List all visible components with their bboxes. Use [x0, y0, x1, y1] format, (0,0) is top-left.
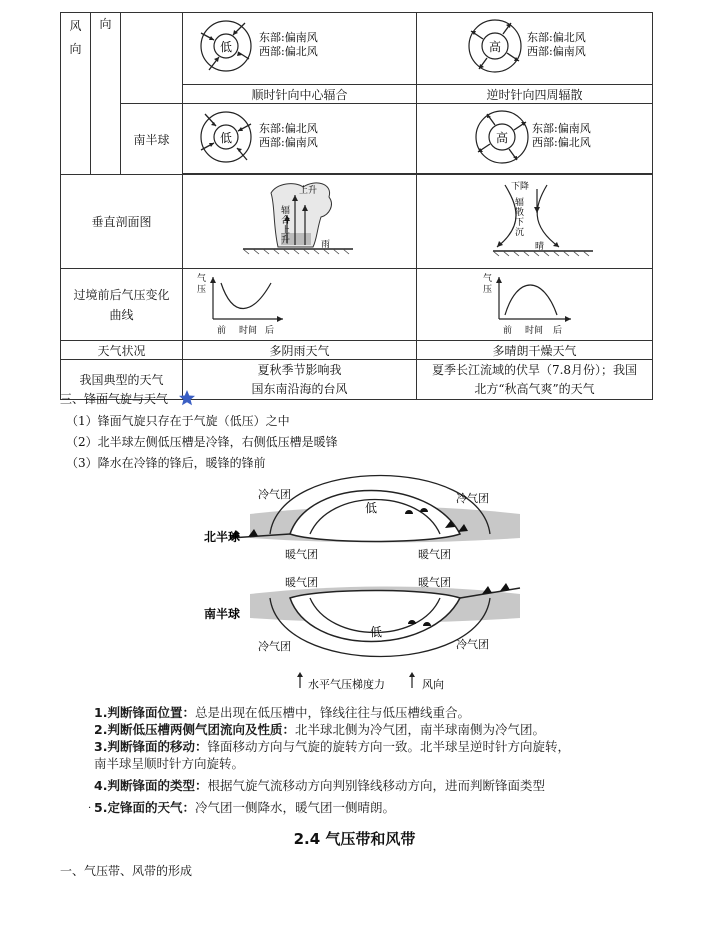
heading-2-4: 2.4 气压带和风带	[293, 830, 416, 848]
section1-title: 一、气压带、风带的形成	[60, 864, 193, 878]
notes-block	[94, 704, 654, 816]
vhigh-side-3: 下	[515, 218, 525, 228]
vertical-high-diagram	[417, 175, 653, 265]
vertical-low-diagram	[183, 175, 417, 265]
nh-cold-left: 冷气团	[258, 488, 291, 501]
weather-low: 多阴雨天气	[183, 341, 417, 360]
pressure-low-cell	[183, 269, 417, 341]
pressure-label-l2: 曲线	[109, 307, 134, 322]
typical-high-l2: 北方“秋高气爽”的天气	[474, 381, 595, 396]
section3-list	[66, 411, 338, 474]
note-body: 北半球北侧为冷气团，南半球南侧为冷气团。	[294, 722, 545, 737]
nh-high-diagram-cell	[417, 13, 653, 85]
wind-direction-label-2	[91, 13, 121, 175]
sh-low-diagram	[183, 104, 417, 170]
caption-low: 顺时针向中心辐合	[183, 85, 417, 104]
vhigh-down: 下降	[511, 182, 530, 192]
p-low-time: 时间	[239, 326, 258, 336]
label-char: 向	[69, 42, 82, 56]
nh-high-center: 高	[488, 40, 502, 54]
sh-low-center: 低	[219, 131, 233, 145]
nh-high-east: 东部:偏北风	[527, 31, 586, 44]
typical-label: 我国典型的天气	[61, 360, 183, 400]
nh-low-east: 东部:偏南风	[259, 31, 318, 44]
nh-label: 北半球	[204, 530, 241, 544]
note-4	[94, 777, 654, 794]
vlow-weather: 雨	[321, 240, 331, 250]
p-high-y1: 气	[483, 274, 493, 284]
sh-high-center: 高	[495, 131, 509, 145]
note-5	[94, 799, 654, 816]
nh-cell	[121, 13, 183, 85]
nh-warm-right: 暖气团	[418, 548, 451, 561]
section3-title	[60, 389, 196, 407]
note-1	[94, 704, 654, 721]
note-body: 锋面移动方向与气旋的旋转方向一致。北半球呈逆时针方向旋转，	[207, 739, 570, 754]
note-body: 南半球呈顺时针方向旋转。	[94, 756, 245, 771]
note-2	[94, 721, 654, 738]
note-head: 1.判断锋面位置：	[94, 705, 195, 720]
sh-high-diagram	[417, 104, 653, 170]
sh-high-diagram-cell	[417, 104, 653, 174]
list-item: （1）锋面气旋只存在于气旋（低压）之中	[66, 414, 290, 428]
note-3-cont	[94, 755, 654, 772]
nh-warm-left: 暖气团	[285, 548, 318, 561]
p-high-before: 前	[503, 326, 513, 336]
star-icon	[178, 389, 196, 407]
pressure-low-chart	[183, 269, 417, 337]
sh-warm-left: 暖气团	[285, 576, 318, 589]
vlow-side-3: 上	[281, 226, 291, 236]
sh-high-west: 西部:偏北风	[532, 136, 591, 149]
sh-label: 南半球	[121, 104, 183, 175]
note-body: 总是出现在低压槽中，锋线往往与低压槽线重合。	[194, 705, 470, 720]
vlow-side-2: 合	[281, 216, 291, 226]
note-3	[94, 738, 654, 755]
weather-high: 多晴朗干燥天气	[417, 341, 653, 360]
vlow-side-1: 辐	[281, 206, 291, 216]
nh-low-diagram-cell	[183, 13, 417, 85]
weather-label: 天气状况	[61, 341, 183, 360]
nh-high-west: 西部:偏南风	[527, 45, 586, 58]
list-item: （2）北半球左侧低压槽是冷锋，右侧低压槽是暖锋	[66, 435, 338, 449]
sh-high-east: 东部:偏南风	[532, 122, 591, 135]
typical-low-l2: 国东南沿海的台风	[251, 381, 348, 396]
nh-low-west: 西部:偏北风	[259, 45, 318, 58]
p-high-time: 时间	[525, 326, 544, 336]
nh-high-diagram	[417, 13, 653, 81]
nh-cold-right: 冷气团	[456, 492, 489, 505]
wind-direction-label	[61, 13, 91, 175]
vertical-high-cell	[417, 175, 653, 269]
sh-warm-right: 暖气团	[418, 576, 451, 589]
sh-cold-left: 冷气团	[258, 640, 291, 653]
legend-gradient: 水平气压梯度力	[308, 678, 385, 691]
p-high-after: 后	[553, 326, 563, 336]
vhigh-side-4: 沉	[515, 228, 525, 238]
pressure-high-chart	[417, 269, 653, 337]
vertical-label: 垂直剖面图	[61, 175, 183, 269]
typical-low	[183, 360, 417, 400]
p-low-y1: 气	[197, 274, 207, 284]
caption-high: 逆时针向四周辐散	[417, 85, 653, 104]
sh-low-diagram-cell	[183, 104, 417, 174]
vertical-low-cell	[183, 175, 417, 269]
section3-title-text: 三、锋面气旋与天气	[60, 392, 169, 406]
nh-low-center: 低	[219, 40, 233, 54]
sh-cold-right: 冷气团	[456, 638, 489, 651]
frontal-cyclone-diagram	[190, 466, 530, 696]
label-char: 风	[69, 19, 82, 33]
sh-label-diagram: 南半球	[204, 607, 241, 621]
vlow-up: 上升	[299, 186, 318, 196]
note-head: 3.判断锋面的移动：	[94, 739, 208, 754]
vhigh-side-2: 散	[515, 208, 525, 218]
note-head: 2.判断低压槽两侧气团流向及性质：	[94, 722, 295, 737]
note-body: 根据气旋气流移动方向判别锋线移动方向，进而判断锋面类型	[207, 778, 545, 793]
typical-high-l1: 夏季长江流域的伏旱（7.8月份）；我国	[431, 362, 638, 377]
p-low-before: 前	[217, 326, 227, 336]
sh-low-east: 东部:偏北风	[259, 122, 318, 135]
pressure-high-cell	[417, 269, 653, 341]
label-char: 向	[99, 17, 112, 31]
pressure-curve-label	[61, 269, 183, 341]
note-head: 5.定锋面的天气：	[94, 800, 195, 815]
typical-low-l1: 夏秋季节影响我	[257, 362, 342, 377]
p-low-after: 后	[265, 326, 275, 336]
p-low-y2: 压	[197, 285, 207, 295]
nh-cell-lower	[121, 85, 183, 104]
note-head: 4.判断锋面的类型：	[94, 778, 208, 793]
legend-wind: 风向	[422, 678, 444, 691]
p-high-y2: 压	[483, 285, 493, 295]
nh-low-diagram	[183, 13, 417, 81]
pressure-label-l1: 过境前后气压变化	[73, 287, 170, 302]
nh-low: 低	[365, 501, 378, 515]
bullet-dot: ·	[88, 803, 92, 814]
vhigh-side-1: 辐	[515, 198, 525, 208]
note-body: 冷气团一侧降水，暖气团一侧晴朗。	[194, 800, 395, 815]
typical-high	[417, 360, 653, 400]
sh-low: 低	[370, 625, 383, 639]
sh-low-west: 西部:偏南风	[259, 136, 318, 149]
vhigh-weather: 晴	[535, 242, 545, 252]
cyclone-anticyclone-table	[60, 12, 653, 400]
list-item: （3）降水在冷锋的锋后，暖锋的锋前	[66, 456, 266, 470]
vlow-side-4: 升	[281, 236, 291, 246]
